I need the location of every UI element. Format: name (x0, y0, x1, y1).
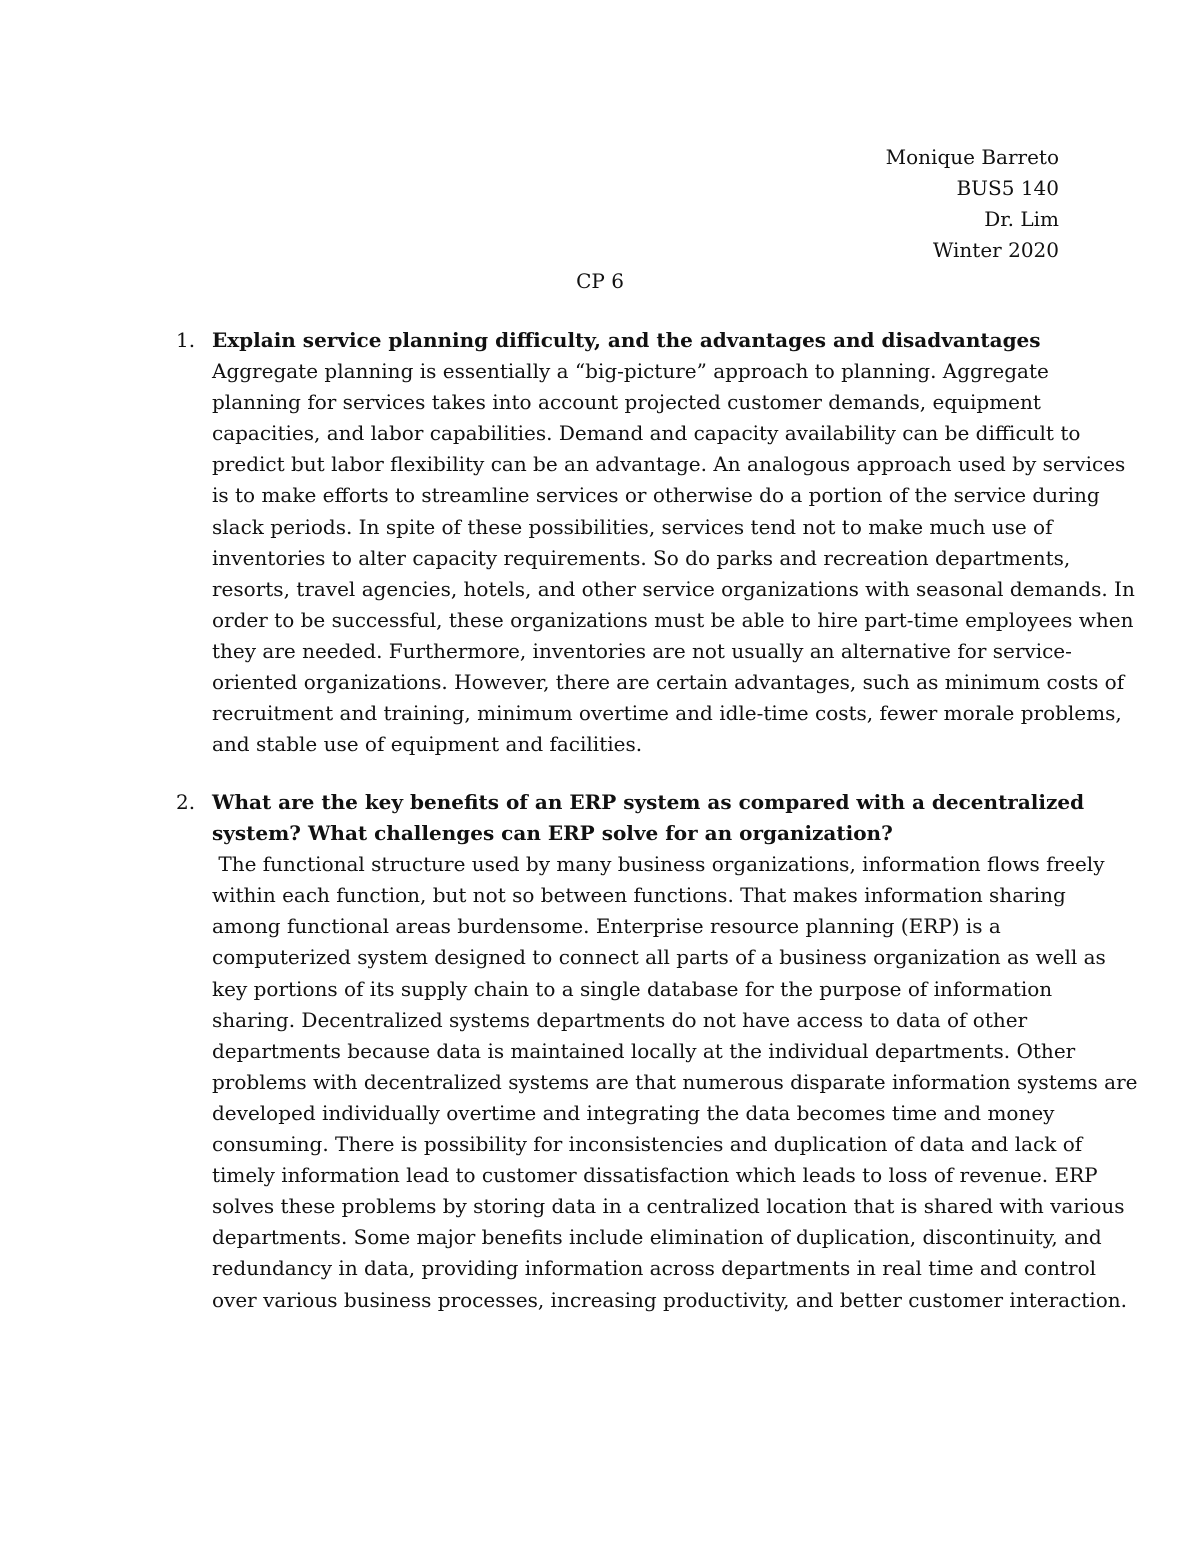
answer-line: recruitment and training, minimum overtime and idle-time costs, fewer morale problems, (212, 701, 1122, 726)
answer-line: slack periods. In spite of these possibilities, services tend not to make much use of (212, 514, 1053, 539)
heading-line: Explain service planning difficulty, and the advantages and disadvantages (212, 328, 1041, 352)
heading-line: What are the key benefits of an ERP system as compared with a decentralized (212, 790, 1085, 814)
answer-line: solves these problems by storing data in a centralized location that is shared with various (212, 1194, 1125, 1219)
term: Winter 2020 (932, 238, 1059, 262)
question-number: 2. (176, 790, 196, 814)
heading-line: system? What challenges can ERP solve for an organization? (212, 821, 893, 846)
question-heading (212, 787, 1085, 849)
question-1 (176, 325, 1135, 760)
answer-line: departments because data is maintained locally at the individual departments. Other (212, 1038, 1076, 1063)
answer-line: capacities, and labor capabilities. Demand and capacity availability can be difficult to (212, 421, 1081, 446)
answer-line: key portions of its supply chain to a single database for the purpose of information (212, 976, 1053, 1001)
answer-line: order to be successful, these organizations must be able to hire part-time employees when (212, 607, 1134, 632)
document-title: CP 6 (576, 269, 624, 293)
answer-line: Aggregate planning is essentially a “big-picture” approach to planning. Aggregate (212, 359, 1049, 384)
answer-line: timely information lead to customer dissatisfaction which leads to loss of revenue. ERP (212, 1163, 1098, 1188)
answer-line: resorts, travel agencies, hotels, and other service organizations with seasonal demands. In (212, 576, 1135, 601)
answer-line: computerized system designed to connect all parts of a business organization as well as (212, 945, 1106, 970)
answer-line: consuming. There is possibility for inconsistencies and duplication of data and lack of (212, 1132, 1083, 1157)
answer-line: predict but labor flexibility can be an advantage. An analogous approach used by services (212, 452, 1126, 477)
answer-line: planning for services takes into account projected customer demands, equipment (212, 390, 1041, 415)
instructor-name: Dr. Lim (984, 207, 1059, 231)
answer-line: developed individually overtime and integrating the data becomes time and money (212, 1100, 1055, 1125)
answer-line: they are needed. Furthermore, inventories are not usually an alternative for service- (212, 638, 1072, 663)
answer-line: inventories to alter capacity requirements. So do parks and recreation departments, (212, 545, 1071, 570)
answer-line: within each function, but not so between functions. That makes information sharing (212, 883, 1066, 908)
answer-line: and stable use of equipment and facilities. (212, 732, 643, 757)
question-heading (212, 325, 1072, 356)
answer-text (212, 849, 1138, 1315)
answer-line: problems with decentralized systems are that numerous disparate information systems are (212, 1069, 1138, 1094)
answer-line: oriented organizations. However, there are certain advantages, such as minimum costs of (212, 670, 1125, 695)
answer-line: over various business processes, increasing productivity, and better customer interaction. (212, 1287, 1127, 1312)
answer-text (212, 356, 1135, 760)
answer-line: is to make efforts to streamline services or otherwise do a portion of the service during (212, 483, 1100, 508)
author-header (886, 142, 1059, 266)
answer-line: departments. Some major benefits include elimination of duplication, discontinuity, and (212, 1225, 1102, 1250)
course-code: BUS5 140 (956, 176, 1059, 200)
answer-line: The functional structure used by many business organizations, information flows freely (212, 852, 1105, 877)
author-name: Monique Barreto (885, 145, 1059, 169)
question-number: 1. (176, 328, 196, 352)
answer-line: among functional areas burdensome. Enterprise resource planning (ERP) is a (212, 914, 1001, 939)
answer-line: redundancy in data, providing information across departments in real time and control (212, 1256, 1097, 1281)
question-2 (176, 787, 1138, 1316)
answer-line: sharing. Decentralized systems departments do not have access to data of other (212, 1007, 1028, 1032)
